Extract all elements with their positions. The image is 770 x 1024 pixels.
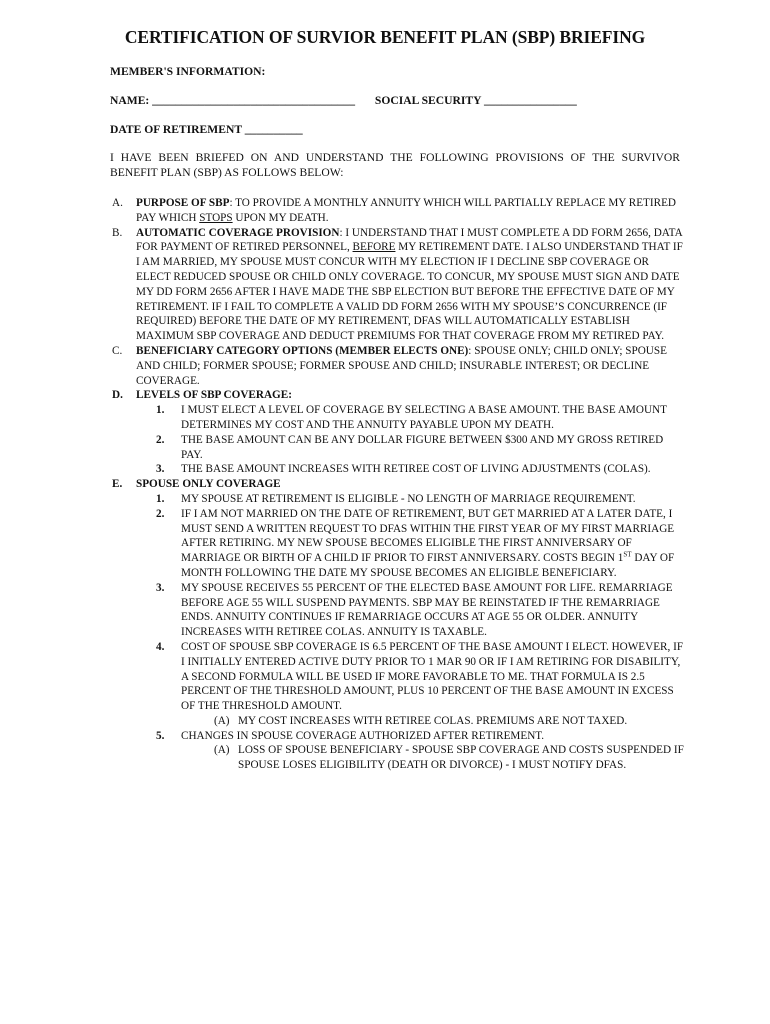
sub-list-text: LOSS OF SPOUSE BENEFICIARY - SPOUSE SBP COVERAGE AND COSTS SUSPENDED IF SPOUSE LOSES ELIGIBILITY (DEATH OR DIVORCE) - I MUST NOTIFY DFAS.: [238, 744, 684, 772]
list-marker: A.: [112, 197, 123, 209]
list-marker: B.: [112, 226, 123, 239]
list-number: 5.: [156, 729, 165, 742]
list-number: 2.: [156, 433, 165, 446]
member-info-heading: MEMBER'S INFORMATION:: [110, 65, 266, 78]
list-item: [110, 433, 686, 463]
list-item-text: MY SPOUSE RECEIVES 55 PERCENT OF THE ELECTED BASE AMOUNT FOR LIFE. REMARRIAGE BEFORE AGE 55 WILL SUSPEND PAYMENTS. SBP MAY BE REINSTATED IF THE REMARRIAGE ENDS. ANNUITY CONTINUES IF REMARRIAGE OCCURS AT AGE 55 OR OLDER. ANNUITY INCREASES WITH RETIREE COLAS. ANNUITY IS TAXABLE.: [181, 581, 673, 639]
list-marker: E.: [112, 478, 123, 491]
list-marker: C.: [112, 344, 123, 357]
list-number: 3.: [156, 463, 165, 476]
sub-list-text: MY COST INCREASES WITH RETIREE COLAS. PREMIUMS ARE NOT TAXED.: [238, 714, 628, 727]
provision-text: : SPOUSE ONLY; CHILD ONLY; SPOUSE AND CHILD; FORMER SPOUSE; FORMER SPOUSE AND CHILD; INSURABLE INTEREST; OR DECLINE COVERAGE.: [136, 344, 667, 387]
ssn-label: SOCIAL SECURITY ________________: [374, 94, 577, 107]
provision-e: [110, 477, 686, 492]
list-number: 3.: [156, 581, 165, 594]
underlined-text: BEFORE: [352, 241, 396, 254]
sub-list-marker: (A): [214, 714, 230, 727]
provision-heading: PURPOSE OF SBP: [136, 197, 230, 209]
provision-heading: SPOUSE ONLY COVERAGE: [136, 478, 281, 491]
list-marker: D.: [112, 389, 123, 402]
provision-heading: LEVELS OF SBP COVERAGE:: [136, 389, 292, 402]
underlined-text: STOPS: [199, 211, 233, 224]
list-item: [110, 640, 686, 714]
list-item: [110, 492, 686, 507]
sub-list-marker: (A): [214, 744, 230, 757]
list-item-text: THE BASE AMOUNT CAN BE ANY DOLLAR FIGURE BETWEEN $300 AND MY GROSS RETIRED PAY.: [181, 433, 664, 461]
list-item-text: THE BASE AMOUNT INCREASES WITH RETIREE COST OF LIVING ADJUSTMENTS (COLAS).: [181, 463, 651, 476]
name-field[interactable]: [110, 93, 577, 108]
list-item-text: DAY OF MONTH FOLLOWING THE DATE MY SPOUSE BECOMES AN ELIGIBLE BENEFICIARY.: [181, 552, 675, 579]
name-label: NAME: ___________________________________: [110, 94, 356, 107]
provision-c: [110, 344, 686, 388]
list-number: 1.: [156, 404, 165, 417]
provision-text: : TO PROVIDE A MONTHLY ANNUITY WHICH WILL PARTIALLY REPLACE MY RETIRED PAY WHICH: [136, 197, 676, 224]
sub-list-item: [110, 743, 686, 773]
list-item-text: I MUST ELECT A LEVEL OF COVERAGE BY SELECTING A BASE AMOUNT. THE BASE AMOUNT DETERMINES MY COST AND THE ANNUITY PAYABLE UPON MY DEATH.: [181, 404, 667, 431]
page-title: CERTIFICATION OF SURVIOR BENEFIT PLAN (SBP) BRIEFING: [124, 27, 646, 47]
provision-heading: AUTOMATIC COVERAGE PROVISION: [136, 226, 340, 239]
list-number: 4.: [156, 640, 165, 653]
retirement-date-field[interactable]: DATE OF RETIREMENT __________: [110, 123, 303, 136]
list-item: [110, 462, 686, 477]
provisions-list: [110, 196, 686, 773]
list-item-text: IF I AM NOT MARRIED ON THE DATE OF RETIREMENT, BUT GET MARRIED AT A LATER DATE, I MUST SEND A WRITTEN REQUEST TO DFAS WITHIN THE FIRST YEAR OF MY FIRST MARRIAGE AFTER RETIRING. MY NEW SPOUSE BECOMES ELIGIBLE THE FIRST ANNIVERSARY OF MARRIAGE OR BIRTH OF A CHILD IF PRIOR TO FIRST ANNIVERSARY. COSTS BEGIN 1: [181, 507, 675, 565]
list-item: [110, 507, 686, 581]
provision-d: [110, 388, 686, 403]
provision-text: : I UNDERSTAND THAT I MUST COMPLETE A DD FORM 2656, DATA FOR PAYMENT OF RETIRED PERSONNEL,: [136, 226, 683, 254]
list-item-text: MY SPOUSE AT RETIREMENT IS ELIGIBLE - NO LENGTH OF MARRIAGE REQUIREMENT.: [181, 492, 636, 505]
provision-text: UPON MY DEATH.: [232, 211, 329, 224]
provision-heading: BENEFICIARY CATEGORY OPTIONS (MEMBER ELECTS ONE): [136, 344, 469, 357]
superscript: ST: [623, 550, 632, 559]
sub-list-item: [110, 714, 686, 729]
list-number: 1.: [156, 492, 165, 505]
list-item: [110, 581, 686, 640]
provision-a: [110, 196, 686, 226]
list-number: 2.: [156, 507, 165, 520]
list-item: [110, 729, 686, 744]
list-item-text: COST OF SPOUSE SBP COVERAGE IS 6.5 PERCENT OF THE BASE AMOUNT I ELECT. HOWEVER, IF I INITIALLY ENTERED ACTIVE DUTY PRIOR TO 1 MAR 90 OR IF I AM RETIRING FOR DISABILITY, A SECOND FORMULA WILL BE USED IF MORE FAVORABLE TO ME. THAT FORMULA IS 2.5 PERCENT OF THE THRESHOLD AMOUNT, PLUS 10 PERCENT OF THE BASE AMOUNT IN EXCESS OF THE THRESHOLD AMOUNT.: [181, 640, 684, 713]
list-item-text: CHANGES IN SPOUSE COVERAGE AUTHORIZED AFTER RETIREMENT.: [181, 729, 545, 742]
intro-paragraph: I HAVE BEEN BRIEFED ON AND UNDERSTAND THE FOLLOWING PROVISIONS OF THE SURVIVOR BENEFIT PLAN (SBP) AS FOLLOWS BELOW:: [110, 151, 680, 179]
provision-text: MY RETIREMENT DATE. I ALSO UNDERSTAND THAT IF I AM MARRIED, MY SPOUSE MUST CONCUR WITH MY ELECTION IF I DECLINE SBP COVERAGE OR ELECT REDUCED SPOUSE OR CHILD ONLY COVERAGE. TO CONCUR, MY SPOUSE MUST SIGN AND DATE MY DD FORM 2656 AFTER I HAVE MADE THE SBP ELECTION BUT BEFORE THE EFFECTIVE DATE OF MY RETIREMENT. IF I FAIL TO COMPLETE A VALID DD FORM 2656 WITH MY SPOUSE’S CONCURRENCE (IF REQUIRED) BEFORE THE DATE OF MY RETIREMENT, DFAS WILL AUTOMATICALLY ESTABLISH MAXIMUM SBP COVERAGE AND DEDUCT PREMIUMS FOR THAT COVERAGE FROM MY RETIRED PAY.: [136, 241, 683, 343]
list-item: [110, 403, 686, 433]
provision-b: [110, 226, 686, 344]
